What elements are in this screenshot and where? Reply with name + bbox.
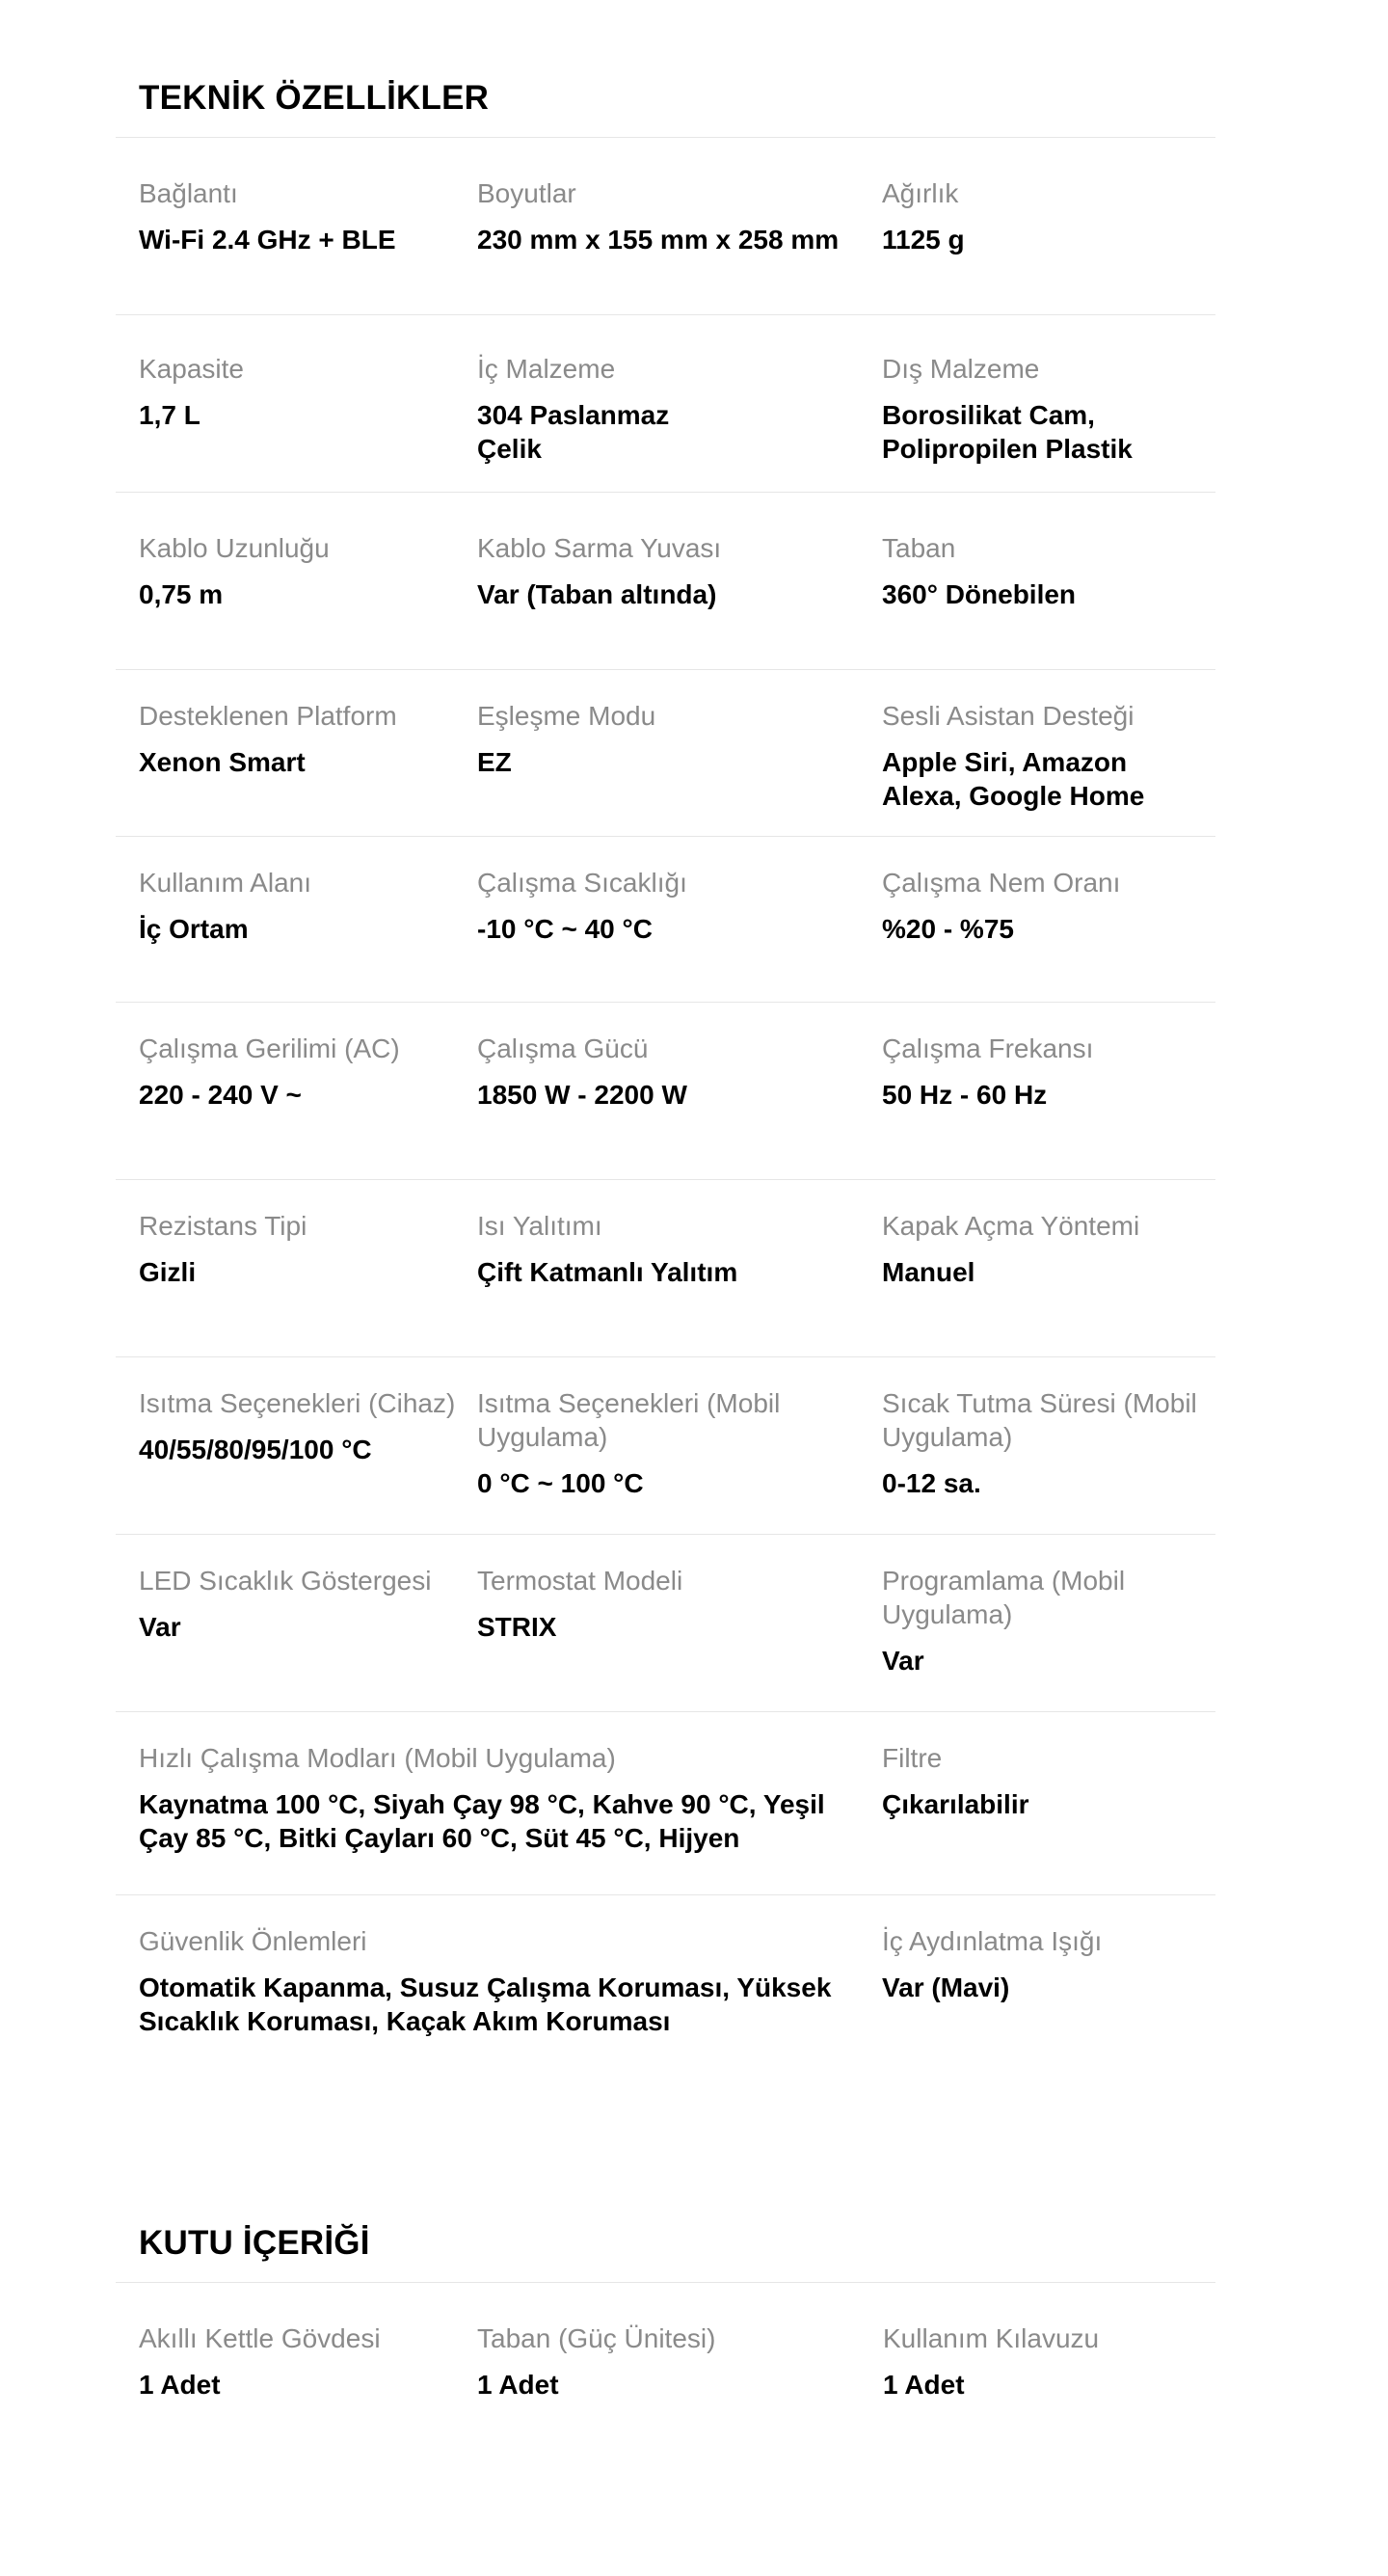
spec-item xyxy=(139,1032,457,1112)
spec-row xyxy=(116,1003,1215,1180)
box-item-value: 1 Adet xyxy=(139,2370,221,2400)
spec-row xyxy=(116,138,1215,315)
spec-item xyxy=(139,1209,457,1289)
spec-value: Apple Siri, Amazon Alexa, Google Home xyxy=(882,747,1145,811)
spec-label: Programlama (Mobil Uygulama) xyxy=(882,1566,1126,1629)
spec-value: Borosilikat Cam, Polipropilen Plastik xyxy=(882,400,1133,464)
spec-row xyxy=(116,1712,1215,1895)
box-contents-section xyxy=(116,2222,1215,2437)
spec-value: Wi-Fi 2.4 GHz + BLE xyxy=(139,225,396,255)
spec-value: -10 °C ~ 40 °C xyxy=(477,914,653,944)
spec-item xyxy=(477,176,853,256)
spec-row xyxy=(116,1357,1215,1535)
spec-value: 0,75 m xyxy=(139,579,224,609)
spec-row xyxy=(116,493,1215,670)
box-item-value: 1 Adet xyxy=(883,2370,965,2400)
spec-value: Çıkarılabilir xyxy=(882,1789,1029,1819)
box-item xyxy=(883,2321,1201,2402)
spec-label: Kapak Açma Yöntemi xyxy=(882,1211,1140,1241)
spec-label: Isı Yalıtımı xyxy=(477,1211,602,1241)
box-item-label: Kullanım Kılavuzu xyxy=(883,2323,1100,2353)
spec-label: Çalışma Frekansı xyxy=(882,1033,1094,1063)
spec-label: Kapasite xyxy=(139,354,244,384)
spec-label: Desteklenen Platform xyxy=(139,701,397,731)
spec-label: Çalışma Gücü xyxy=(477,1033,649,1063)
spec-item xyxy=(882,1032,1200,1112)
spec-value: STRIX xyxy=(477,1612,557,1642)
spec-item xyxy=(139,531,457,611)
box-contents-title: KUTU İÇERİĞİ xyxy=(139,2224,370,2262)
spec-item xyxy=(477,352,699,466)
spec-item xyxy=(139,1741,852,1855)
spec-item xyxy=(139,1386,457,1466)
spec-label: LED Sıcaklık Göstergesi xyxy=(139,1566,432,1596)
spec-value: Xenon Smart xyxy=(139,747,306,777)
spec-item xyxy=(882,1741,1200,1821)
spec-label: Bağlantı xyxy=(139,178,238,208)
box-item-value: 1 Adet xyxy=(477,2370,559,2400)
spec-label: Dış Malzeme xyxy=(882,354,1040,384)
spec-value: 304 Paslanmaz Çelik xyxy=(477,400,670,464)
spec-value: EZ xyxy=(477,747,512,777)
spec-value: 1,7 L xyxy=(139,400,200,430)
spec-item xyxy=(882,1386,1200,1500)
spec-item xyxy=(477,699,853,779)
spec-value: Çift Katmanlı Yalıtım xyxy=(477,1257,738,1287)
spec-value: 0-12 sa. xyxy=(882,1468,981,1498)
spec-item xyxy=(477,1032,853,1112)
spec-label: İç Aydınlatma Işığı xyxy=(882,1926,1103,1956)
spec-value: Var (Taban altında) xyxy=(477,579,717,609)
spec-item xyxy=(477,531,853,611)
spec-item xyxy=(882,1924,1200,2004)
spec-item xyxy=(139,176,457,256)
spec-label: Sıcak Tutma Süresi (Mobil Uygulama) xyxy=(882,1388,1197,1452)
spec-item xyxy=(139,866,457,946)
spec-row xyxy=(116,315,1215,493)
specs-section xyxy=(116,77,1215,2078)
spec-value: Kaynatma 100 °C, Siyah Çay 98 °C, Kahve 90 °C, Yeşil Çay 85 °C, Bitki Çayları 60 °C, Süt 45 °C, Hijyen xyxy=(139,1789,825,1853)
specs-title: TEKNİK ÖZELLİKLER xyxy=(139,79,490,117)
spec-item xyxy=(477,1209,853,1289)
spec-value: Otomatik Kapanma, Susuz Çalışma Koruması, Yüksek Sıcaklık Koruması, Kaçak Akım Koruması xyxy=(139,1972,832,2036)
spec-row xyxy=(116,837,1215,1003)
spec-value: Var xyxy=(139,1612,181,1642)
spec-label: Taban xyxy=(882,533,956,563)
spec-value: %20 - %75 xyxy=(882,914,1014,944)
spec-label: Güvenlik Önlemleri xyxy=(139,1926,367,1956)
spec-item xyxy=(882,1564,1200,1677)
box-item xyxy=(139,2321,457,2402)
spec-item xyxy=(882,1209,1200,1289)
spec-item xyxy=(882,866,1200,946)
spec-value: 0 °C ~ 100 °C xyxy=(477,1468,644,1498)
spec-label: Sesli Asistan Desteği xyxy=(882,701,1134,731)
box-row xyxy=(116,2283,1215,2437)
spec-label: Boyutlar xyxy=(477,178,576,208)
spec-item xyxy=(477,866,853,946)
spec-label: Çalışma Nem Oranı xyxy=(882,868,1121,898)
spec-label: Filtre xyxy=(882,1743,943,1773)
spec-value: İç Ortam xyxy=(139,914,249,944)
spec-label: Çalışma Sıcaklığı xyxy=(477,868,687,898)
spec-value: Var xyxy=(882,1646,924,1676)
spec-label: Kablo Sarma Yuvası xyxy=(477,533,722,563)
spec-label: Kablo Uzunluğu xyxy=(139,533,330,563)
spec-label: Eşleşme Modu xyxy=(477,701,656,731)
spec-label: Hızlı Çalışma Modları (Mobil Uygulama) xyxy=(139,1743,616,1773)
spec-value: Manuel xyxy=(882,1257,975,1287)
spec-item xyxy=(139,1564,457,1644)
spec-item xyxy=(882,352,1200,466)
spec-value: 230 mm x 155 mm x 258 mm xyxy=(477,225,840,255)
spec-item xyxy=(477,1386,853,1500)
spec-value: Gizli xyxy=(139,1257,197,1287)
spec-label: Çalışma Gerilimi (AC) xyxy=(139,1033,400,1063)
box-item-label: Taban (Güç Ünitesi) xyxy=(477,2323,716,2353)
box-item xyxy=(477,2321,853,2402)
spec-value: 360° Dönebilen xyxy=(882,579,1077,609)
spec-value: 40/55/80/95/100 °C xyxy=(139,1435,372,1464)
spec-value: Var (Mavi) xyxy=(882,1972,1010,2002)
spec-label: Isıtma Seçenekleri (Cihaz) xyxy=(139,1388,456,1418)
spec-row xyxy=(116,1180,1215,1357)
spec-item xyxy=(882,699,1200,813)
spec-item xyxy=(882,531,1200,611)
spec-value: 1850 W - 2200 W xyxy=(477,1080,687,1110)
spec-value: 50 Hz - 60 Hz xyxy=(882,1080,1048,1110)
spec-item xyxy=(477,1564,853,1644)
spec-item xyxy=(139,699,457,779)
spec-value: 220 - 240 V ~ xyxy=(139,1080,302,1110)
spec-item xyxy=(882,176,1200,256)
spec-value: 1125 g xyxy=(882,225,965,255)
spec-row xyxy=(116,670,1215,837)
spec-label: Isıtma Seçenekleri (Mobil Uygulama) xyxy=(477,1388,781,1452)
spec-label: Kullanım Alanı xyxy=(139,868,311,898)
box-item-label: Akıllı Kettle Gövdesi xyxy=(139,2323,381,2353)
spec-label: Rezistans Tipi xyxy=(139,1211,307,1241)
spec-item xyxy=(139,1924,852,2038)
spec-row xyxy=(116,1535,1215,1712)
spec-label: Ağırlık xyxy=(882,178,959,208)
spec-row xyxy=(116,1895,1215,2078)
spec-label: Termostat Modeli xyxy=(477,1566,683,1596)
spec-label: İç Malzeme xyxy=(477,354,616,384)
spec-item xyxy=(139,352,457,432)
